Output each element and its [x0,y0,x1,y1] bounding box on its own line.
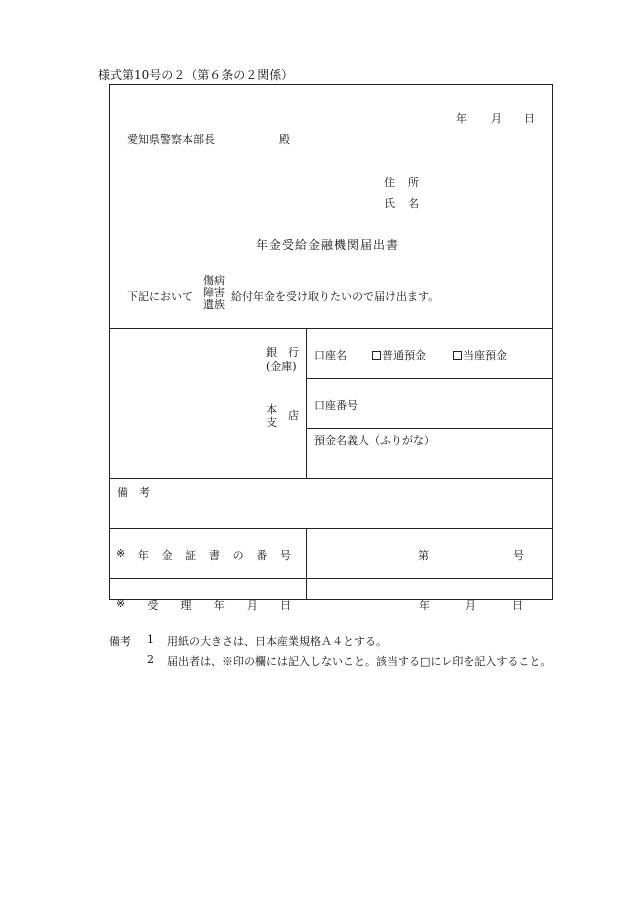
branch-label-1: 支 [266,416,277,429]
body-prefix: 下記において [127,290,193,303]
current-deposit-checkbox[interactable] [453,351,462,360]
addressee-honorific: 殿 [279,133,290,146]
form-frame [109,84,553,600]
certificate-label: ※ 年 金 証 書 の 番 号 [116,547,291,562]
option-survivor: 遺族 [203,298,225,311]
current-deposit-label: 当座預金 [463,349,507,362]
remarks-label: 備 考 [117,486,150,499]
receipt-year-label: 年 [419,599,430,612]
divider [306,328,307,478]
address-label-1: 住 [384,176,395,189]
regular-deposit-checkbox[interactable] [372,351,381,360]
divider [109,328,553,329]
account-number-label: 口座番号 [314,399,358,412]
name-label-2: 名 [408,197,419,210]
kinko-label: (金庫) [266,360,297,373]
receipt-label: ※ 受 理 年 月 日 [116,597,291,612]
branch-head-label-1: 本 [266,403,277,416]
certificate-no-suffix: 号 [513,549,524,562]
notes-heading: 備考 [109,635,131,648]
divider [109,528,553,529]
date-year-label: 年 [456,112,467,125]
note-2-num: 2 [147,653,154,666]
option-injury: 傷病 [203,274,225,287]
option-disability: 障害 [203,286,225,299]
bank-label-2: 行 [288,346,299,359]
divider [306,528,307,600]
divider [306,428,553,429]
certificate-no-prefix: 第 [418,549,429,562]
current-deposit-option[interactable] [453,347,507,363]
divider [109,478,553,479]
note-2-text: 届出者は、※印の欄には記入しないこと。該当する□にレ印を記入すること。 [167,655,552,668]
address-label-2: 所 [408,176,419,189]
branch-head-label-2: 店 [288,409,299,422]
receipt-month-label: 月 [465,599,476,612]
regular-deposit-option[interactable] [372,347,426,363]
name-label-1: 氏 [384,197,395,210]
divider [109,578,553,579]
body-suffix: 給付年金を受け取りたいので届け出ます。 [231,290,440,303]
form-id: 様式第10号の２（第６条の２関係） [98,68,294,82]
account-type-label: 口座名 [314,349,347,362]
pension-type-options [203,275,225,311]
divider [306,378,553,379]
form-title: 年金受給金融機関届出書 [256,238,400,252]
regular-deposit-label: 普通預金 [382,349,426,362]
date-day-label: 日 [524,112,535,125]
date-month-label: 月 [491,112,502,125]
note-1-num: 1 [147,633,154,646]
note-1-text: 用紙の大きさは、日本産業規格Ａ４とする。 [167,635,387,648]
addressee-name: 愛知県警察本部長 [127,133,215,146]
receipt-day-label: 日 [512,599,523,612]
bank-label-1: 銀 [266,346,277,359]
account-holder-label: 預金名義人（ふりがな） [314,434,435,447]
